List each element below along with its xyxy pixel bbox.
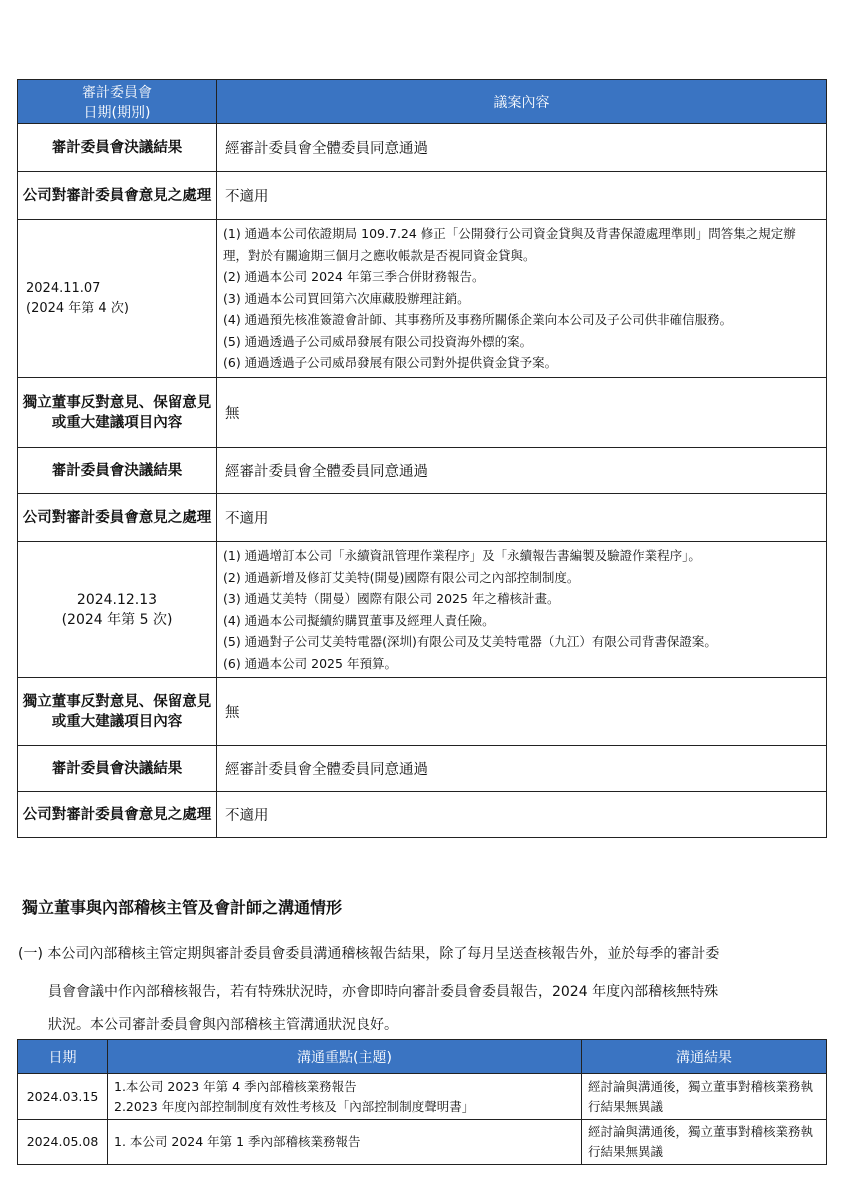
comm-result: 經討論與溝通後，獨立董事對稽核業務執行結果無異議 — [582, 1120, 827, 1165]
row-value: 不適用 — [217, 792, 827, 838]
list-item: 1.本公司 2023 年第 4 季內部稽核業務報告 — [114, 1078, 357, 1094]
header-date-line2: 日期(期別) — [83, 104, 151, 121]
proposal-list — [217, 220, 827, 378]
meeting-date-value: 2024.12.13 — [76, 591, 158, 608]
row-value: 經審計委員會全體委員同意通過 — [217, 124, 827, 172]
communication-table — [17, 1039, 827, 1165]
table-row — [18, 1074, 827, 1120]
table-row — [18, 746, 827, 792]
row-value: 不適用 — [217, 172, 827, 220]
row-value: 經審計委員會全體委員同意通過 — [217, 746, 827, 792]
list-item: 2.2023 年度內部控制制度有效性考核及「內部控制制度聲明書」 — [114, 1098, 475, 1114]
header-proposal-content: 議案內容 — [217, 80, 827, 124]
list-item: (4) 通過預先核准簽證會計師、其事務所及事務所關係企業向本公司及子公司供非確信服務。 — [223, 312, 733, 328]
table-row — [18, 172, 827, 220]
table-row — [18, 494, 827, 542]
section-title: 獨立董事與內部稽核主管及會計師之溝通情形 — [22, 898, 343, 917]
paragraph-line: 狀況。本公司審計委員會與內部稽核主管溝通狀況良好。 — [48, 1017, 398, 1033]
list-item: (6) 通過本公司 2025 年預算。 — [223, 655, 397, 671]
table-row — [18, 792, 827, 838]
paragraph-line: 員會會議中作內部稽核報告，若有特殊狀況時，亦會即時向審計委員會委員報告，2024 年度內部稽核無特殊 — [48, 984, 719, 1000]
table-row — [18, 124, 827, 172]
list-item: (4) 通過本公司擬續約購買董事及經理人責任險。 — [223, 612, 495, 628]
meeting-period: (2024 年第 5 次) — [61, 611, 173, 628]
row-value: 不適用 — [217, 494, 827, 542]
list-item: (1) 通過本公司依證期局 109.7.24 修正「公開發行公司資金貸與及背書保證處理準則」問答集之規定辦理，對於有關逾期三個月之應收帳款是否視同資金貸與。 — [223, 226, 796, 263]
table-row — [18, 448, 827, 494]
row-label: 獨立董事反對意見、保留意見或重大建議項目內容 — [18, 378, 217, 448]
audit-committee-table — [17, 79, 827, 838]
list-item: (5) 通過對子公司艾美特電器(深圳)有限公司及艾美特電器（九江）有限公司背書保證案。 — [223, 634, 717, 649]
row-label: 獨立董事反對意見、保留意見或重大建議項目內容 — [18, 678, 217, 746]
meeting-date — [18, 542, 217, 678]
list-item: (6) 通過透過子公司威昂發展有限公司對外提供資金貸予案。 — [223, 355, 558, 371]
row-label: 公司對審計委員會意見之處理 — [18, 792, 217, 838]
header-result: 溝通結果 — [582, 1040, 827, 1074]
list-item: (3) 通過艾美特（開曼）國際有限公司 2025 年之稽核計畫。 — [223, 591, 560, 606]
list-item: 1. 本公司 2024 年第 1 季內部稽核業務報告 — [114, 1134, 361, 1149]
comm-topics — [108, 1074, 582, 1120]
header-topic: 溝通重點(主題) — [108, 1040, 582, 1074]
section-paragraph — [18, 935, 833, 1033]
list-item: (3) 通過本公司買回第六次庫藏股辦理註銷。 — [223, 290, 470, 306]
table-row — [18, 378, 827, 448]
row-label: 公司對審計委員會意見之處理 — [18, 172, 217, 220]
meeting-period: (2024 年第 4 次) — [26, 300, 129, 316]
comm-date: 2024.05.08 — [18, 1120, 108, 1165]
list-item: (1) 通過增訂本公司「永續資訊管理作業程序」及「永續報告書編製及驗證作業程序」。 — [223, 548, 701, 563]
row-label: 審計委員會決議結果 — [18, 448, 217, 494]
row-label: 公司對審計委員會意見之處理 — [18, 494, 217, 542]
header-date-period — [18, 80, 217, 124]
row-label: 審計委員會決議結果 — [18, 746, 217, 792]
row-value: 無 — [217, 678, 827, 746]
table-row — [18, 542, 827, 678]
table-row — [18, 678, 827, 746]
list-item: (2) 通過本公司 2024 年第三季合併財務報告。 — [223, 269, 485, 285]
meeting-date — [18, 220, 217, 378]
table-row — [18, 220, 827, 378]
header-date-line1: 審計委員會 — [82, 84, 152, 101]
list-item: (5) 通過透過子公司威昂發展有限公司投資海外標的案。 — [223, 333, 533, 349]
row-value: 無 — [217, 378, 827, 448]
table-row — [18, 1120, 827, 1165]
comm-date: 2024.03.15 — [18, 1074, 108, 1120]
row-label: 審計委員會決議結果 — [18, 124, 217, 172]
header-date: 日期 — [18, 1040, 108, 1074]
comm-result: 經討論與溝通後，獨立董事對稽核業務執行結果無異議 — [582, 1074, 827, 1120]
comm-topics — [108, 1120, 582, 1165]
row-value: 經審計委員會全體委員同意通過 — [217, 448, 827, 494]
list-item: (2) 通過新增及修訂艾美特(開曼)國際有限公司之內部控制制度。 — [223, 569, 580, 585]
paragraph-line: (一) 本公司內部稽核主管定期與審計委員會委員溝通稽核報告結果，除了每月呈送查核報告外，並於每季的審計委 — [18, 946, 720, 962]
proposal-list — [217, 542, 827, 678]
meeting-date-value: 2024.11.07 — [26, 280, 101, 296]
